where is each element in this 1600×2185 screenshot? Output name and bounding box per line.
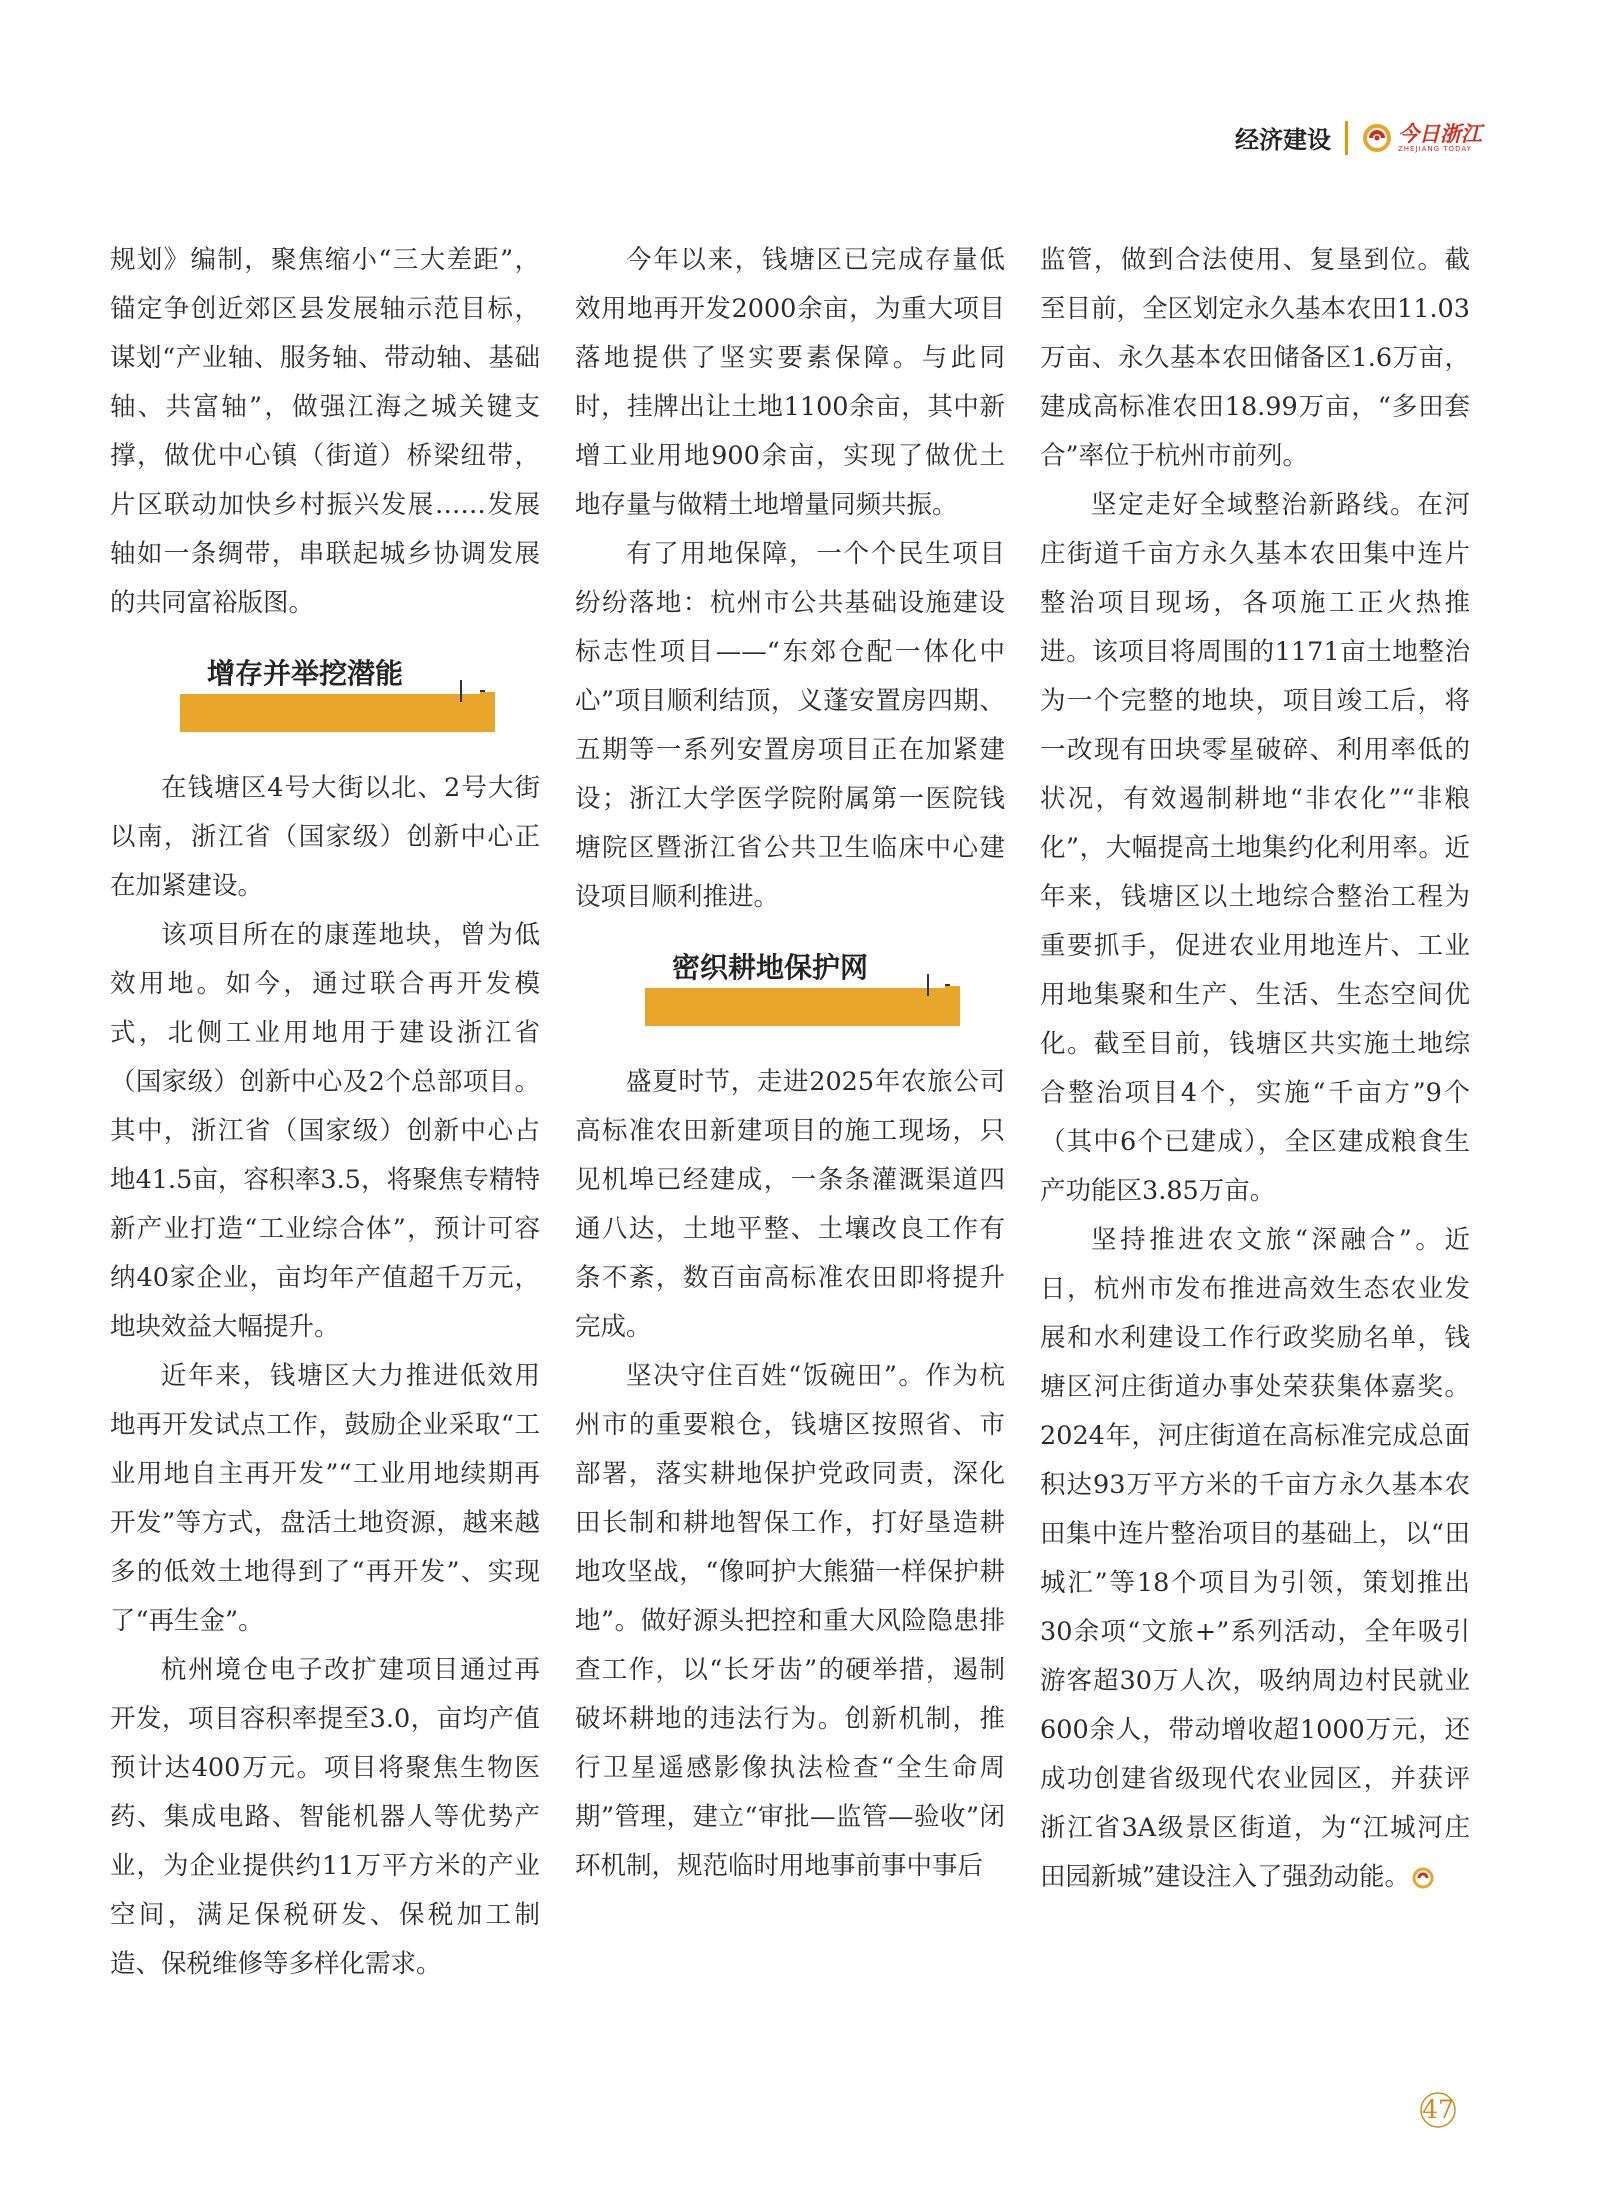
heading-tick — [927, 974, 929, 996]
paragraph: 规划》编制，聚焦缩小“三大差距”，锚定争创近郊区县发展轴示范目标，谋划“产业轴、服务轴、带动轴、基础轴、共富轴”，做强江海之城关键支撑，做优中心镇（街道）桥梁纽带，片区联动加快乡村振兴发展……发展轴如一条绸带，串联起城乡协调发展的共同富裕版图。 — [110, 245, 540, 618]
header-divider — [1345, 121, 1348, 155]
page-number-text: 47 — [1422, 2095, 1454, 2124]
column-1 — [110, 236, 540, 1989]
section-title: 密织耕地保护网 — [595, 948, 945, 988]
end-mark-icon — [1412, 1867, 1434, 1889]
logo-english-text: ZHEJIANG TODAY — [1398, 144, 1472, 153]
paragraph — [1040, 1216, 1470, 1902]
section-heading-2 — [575, 948, 1005, 1038]
paragraph: 该项目所在的康莲地块，曾为低效用地。如今，通过联合再开发模式，北侧工业用地用于建设浙江省（国家级）创新中心及2个总部项目。其中，浙江省（国家级）创新中心占地41.5亩，容积率3.5，将聚焦专精特新产业打造“工业综合体”，预计可容纳40家企业，亩均年产值超千万元，地块效益大幅提升。 — [110, 920, 540, 1342]
section-label: 经济建设 — [1235, 126, 1331, 154]
paragraph-text: 坚持推进农文旅“深融合”。近日，杭州市发布推进高效生态农业发展和水利建设工作行政奖励名单，钱塘区河庄街道办事处荣获集体嘉奖。2024年，河庄街道在高标准完成总面积达93万平方米的千亩方永久基本农田集中连片整治项目的基础上，以“田城汇”等18个项目为引领，策划推出30余项“文旅+”系列活动，全年吸引游客超30万人次，吸纳周边村民就业600余人，带动增收超1000万元，还成功创建省级现代农业园区，并获评浙江省3A级景区街道，为“江城河庄 田园新城”建设注入了强劲动能。 — [1040, 1225, 1470, 1892]
paragraph: 监管，做到合法使用、复垦到位。截至目前，全区划定永久基本农田11.03万亩、永久基本农田储备区1.6万亩，建成高标准农田18.99万亩，“多田套合”率位于杭州市前列。 — [1040, 245, 1471, 471]
page-header — [1235, 120, 1482, 155]
heading-gold-block — [645, 986, 960, 1026]
column-2 — [575, 236, 1005, 1891]
paragraph: 近年来，钱塘区大力推进低效用地再开发试点工作，鼓励企业采取“工业用地自主再开发”“工业用地续期再开发”等方式，盘活土地资源，越来越多的低效土地得到了“再开发”、实现了“再生金”。 — [110, 1361, 540, 1636]
section-title: 增存并举挖潜能 — [130, 654, 480, 694]
paragraph: 盛夏时节，走进2025年农旅公司高标准农田新建项目的施工现场，只见机埠已经建成，一条条灌溉渠道四通八达，土地平整、土壤改良工作有条不紊，数百亩高标准农田即将提升完成。 — [575, 1067, 1005, 1342]
paragraph: 在钱塘区4号大街以北、2号大街以南，浙江省（国家级）创新中心正在加紧建设。 — [110, 773, 540, 901]
page-number — [1418, 2090, 1458, 2130]
paragraph: 坚定走好全域整治新路线。在河庄街道千亩方永久基本农田集中连片整治项目现场，各项施工正火热推进。该项目将周围的1171亩土地整治为一个完整的地块，项目竣工后，将一改现有田块零星破碎、利用率低的状况，有效遏制耕地“非农化”“非粮化”，大幅提高土地集约化利用率。近年来，钱塘区以土地综合整治工程为重要抓手，促进农业用地连片、工业用地集聚和生产、生活、生态空间优化。截至目前，钱塘区共实施土地综合整治项目4个，实施“千亩方”9个（其中6个已建成），全区建成粮食生产功能区3.85万亩。 — [1040, 490, 1470, 1206]
section-heading-1 — [110, 654, 540, 744]
paragraph: 杭州境仓电子改扩建项目通过再开发，项目容积率提至3.0，亩均产值预计达400万元。项目将聚焦生物医药、集成电路、智能机器人等优势产业，为企业提供约11万平方米的产业空间，满足保税研发、保税加工制造、保税维修等多样化需求。 — [110, 1655, 540, 1979]
logo-chinese-text: 今日浙江 — [1398, 120, 1482, 146]
heading-gold-block — [180, 692, 495, 732]
paragraph: 有了用地保障，一个个民生项目纷纷落地：杭州市公共基础设施建设标志性项目——“东郊仓配一体化中心”项目顺利结顶，义蓬安置房四期、五期等一系列安置房项目正在加紧建设；浙江大学医学院附属第一医院钱塘院区暨浙江省公共卫生临床中心建设项目顺利推进。 — [575, 539, 1005, 912]
magazine-logo — [1362, 120, 1482, 153]
logo-swirl-icon — [1362, 123, 1392, 153]
column-3 — [1040, 236, 1470, 1902]
heading-tick — [460, 680, 462, 702]
paragraph: 坚决守住百姓“饭碗田”。作为杭州市的重要粮仓，钱塘区按照省、市部署，落实耕地保护党政同责，深化田长制和耕地智保工作，打好垦造耕地攻坚战，“像呵护大熊猫一样保护耕地”。做好源头把控和重大风险隐患排查工作，以“长牙齿”的硬举措，遏制破坏耕地的违法行为。创新机制，推行卫星遥感影像执法检查“全生命周期”管理，建立“审批—监管—验收”闭环机制，规范临时用地事前事中事后 — [575, 1361, 1005, 1881]
paragraph: 今年以来，钱塘区已完成存量低效用地再开发2000余亩，为重大项目落地提供了坚实要素保障。与此同时，挂牌出让土地1100余亩，其中新增工业用地900余亩，实现了做优土地存量与做精土地增量同频共振。 — [575, 245, 1005, 520]
